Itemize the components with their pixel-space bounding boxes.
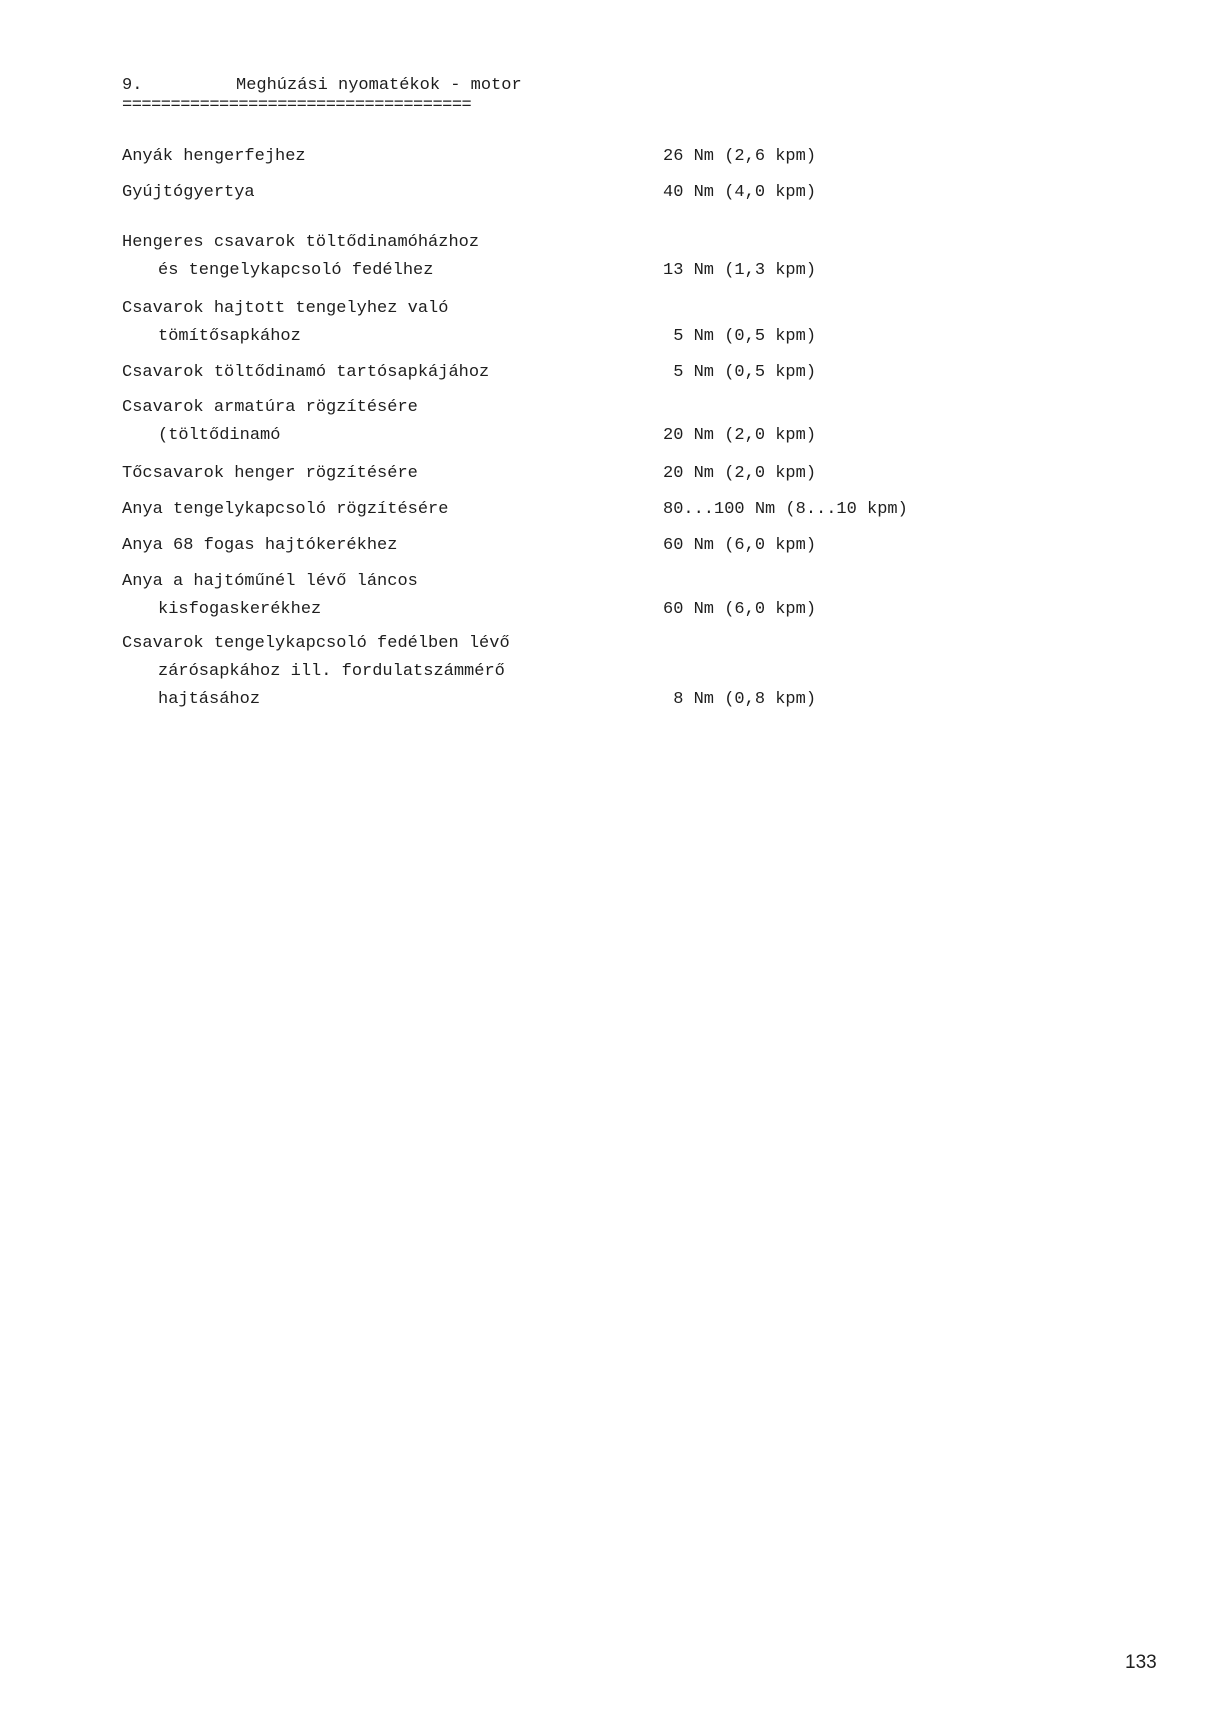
torque-item-label-line: Hengeres csavarok töltődinamóházhoz: [122, 233, 480, 252]
torque-item-label-line: kisfogaskerékhez: [158, 600, 322, 619]
torque-item-label: [122, 359, 642, 387]
torque-item-label-line: Gyújtógyertya: [122, 183, 255, 202]
section-number: 9.: [122, 76, 143, 95]
torque-value: 80...100 Nm (8...10 kpm): [663, 500, 908, 519]
torque-item-label: [122, 568, 642, 624]
heading-underline: ====================================: [122, 99, 472, 113]
torque-item-label: [122, 630, 642, 714]
torque-item-label: [122, 532, 642, 560]
torque-item-label-line: tömítősapkához: [158, 327, 301, 346]
torque-item-label-line: hajtásához: [158, 690, 261, 709]
torque-item-label: [122, 143, 642, 171]
torque-value: 5 Nm (0,5 kpm): [663, 327, 817, 346]
torque-value: 26 Nm (2,6 kpm): [663, 147, 817, 166]
torque-value: 13 Nm (1,3 kpm): [663, 261, 817, 280]
torque-value: 20 Nm (2,0 kpm): [663, 426, 817, 445]
torque-item-label: [122, 295, 642, 351]
torque-item-label-line: Csavarok armatúra rögzítésére: [122, 398, 418, 417]
torque-item-label: [122, 496, 642, 524]
torque-value: 8 Nm (0,8 kpm): [663, 690, 817, 709]
torque-item-label-line: és tengelykapcsoló fedélhez: [158, 261, 434, 280]
torque-value: 5 Nm (0,5 kpm): [663, 363, 817, 382]
torque-value: 60 Nm (6,0 kpm): [663, 600, 817, 619]
torque-item-label-line: Tőcsavarok henger rögzítésére: [122, 464, 418, 483]
page-number: 133: [1125, 1652, 1157, 1673]
torque-value: 40 Nm (4,0 kpm): [663, 183, 817, 202]
torque-item-label-line: Anya tengelykapcsoló rögzítésére: [122, 500, 449, 519]
section-title: Meghúzási nyomatékok - motor: [236, 76, 522, 95]
torque-item-label-line: Anyák hengerfejhez: [122, 147, 306, 166]
section-heading: [122, 76, 522, 95]
torque-value: 60 Nm (6,0 kpm): [663, 536, 817, 555]
torque-item-label-line: Csavarok töltődinamó tartósapkájához: [122, 363, 490, 382]
torque-item-label-line: Anya 68 fogas hajtókerékhez: [122, 536, 398, 555]
torque-item-label-line: Anya a hajtóműnél lévő láncos: [122, 572, 418, 591]
torque-item-label: [122, 460, 642, 488]
torque-item-label-line: (töltődinamó: [158, 426, 281, 445]
torque-item-label: [122, 394, 642, 450]
torque-item-label-line: zárósapkához ill. fordulatszámmérő: [158, 662, 505, 681]
torque-value: 20 Nm (2,0 kpm): [663, 464, 817, 483]
torque-item-label: [122, 229, 642, 285]
torque-item-label-line: Csavarok tengelykapcsoló fedélben lévő: [122, 634, 510, 653]
torque-item-label: [122, 179, 642, 207]
torque-item-label-line: Csavarok hajtott tengelyhez való: [122, 299, 449, 318]
